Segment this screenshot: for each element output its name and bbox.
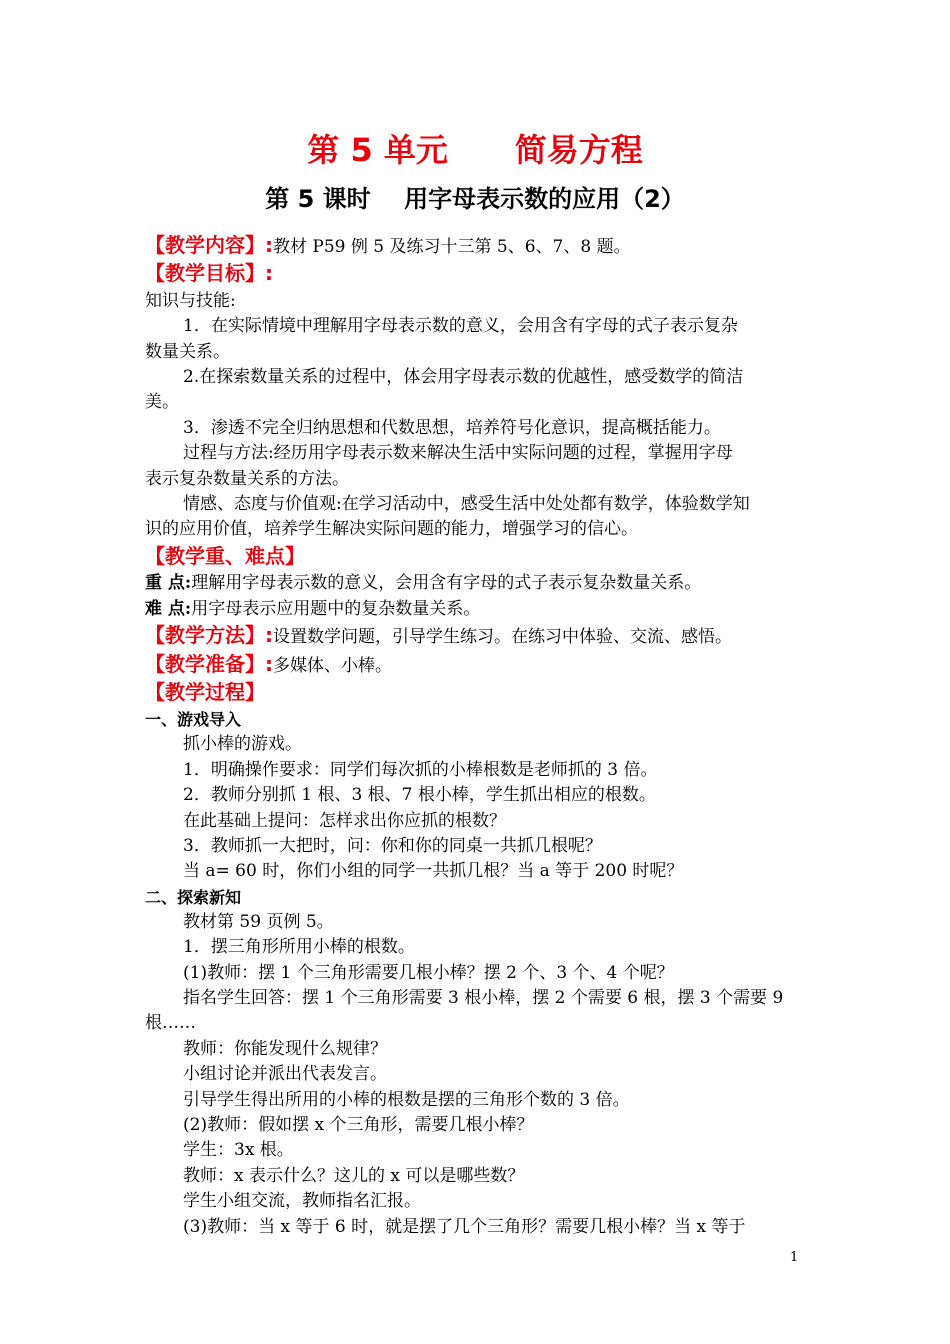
key-points-heading [145,543,813,571]
section-heading: 【教学方法】: [145,623,273,648]
document-body [145,232,813,1240]
paragraph-line: 3．渗透不完全归纳思想和代数思想，培养符号化意识，提高概括能力。 [183,417,721,438]
section-heading: 【教学内容】: [145,233,273,257]
difficult-point: 难 点:用字母表示应用题中的复杂数量关系。 [145,598,481,619]
paragraph-line: (1)教师：摆 1 个三角形需要几根小棒？摆 2 个、3 个、4 个呢？ [183,962,674,983]
section-heading: 【教学准备】: [145,651,273,676]
paragraph-line: 表示复杂数量关系的方法。 [145,468,349,489]
teaching-goals-heading [145,260,813,288]
paragraph-line: 学生：3x 根。 [183,1140,294,1161]
paragraph-line: 教材第 59 页例 5。 [183,911,334,932]
subsection-heading: 二、探索新知 [145,887,242,907]
teaching-method: 【教学方法】:设置数学问题，引导学生练习。在练习中体验、交流、感悟。 [145,623,732,648]
teaching-process-heading [145,679,813,707]
paragraph-line: 教师：x 表示什么？这儿的 x 可以是哪些数？ [183,1165,525,1186]
paragraph-line: 2.在探索数量关系的过程中，体会用字母表示数的优越性，感受数学的简洁 [183,367,744,388]
section-heading: 【教学重、难点】 [145,543,305,568]
paragraph-line: 抓小棒的游戏。 [183,734,302,755]
paragraph-line: 情感、态度与价值观:在学习活动中，感受生活中处处都有数学，体验数学知 [183,494,750,515]
paragraph-line: 3．教师抓一大把时，问：你和你的同桌一共抓几根呢？ [183,835,602,856]
paragraph-line: 知识与技能: [145,290,236,311]
lesson-subtitle: 第 5 课时 用字母表示数的应用（2） [265,185,685,213]
paragraph-line: 在此基础上提问：怎样求出你应抓的根数？ [183,810,506,831]
teaching-preparation: 【教学准备】:多媒体、小棒。 [145,651,392,676]
paragraph-line: 数量关系。 [145,341,230,362]
paragraph-line: 1．在实际情境中理解用字母表示数的意义，会用含有字母的式子表示复杂 [183,316,738,337]
paragraph-line: 2．教师分别抓 1 根、3 根、7 根小棒，学生抓出相应的根数。 [183,785,656,806]
paragraph-line: 1．摆三角形所用小棒的根数。 [183,937,415,958]
paragraph-line: 引导学生得出所用的小棒的根数是摆的三角形个数的 3 倍。 [183,1089,630,1110]
page-number: 1 [790,1250,799,1265]
paragraph-line: 识的应用价值，培养学生解决实际问题的能力，增强学习的信心。 [145,519,638,540]
subsection-heading: 一、游戏导入 [145,710,242,730]
page-title: 第 5 单元 简易方程 [307,131,643,169]
paragraph-line: 指名学生回答：摆 1 个三角形需要 3 根小棒，摆 2 个需要 6 根，摆 3 个需要 9 [183,987,784,1008]
paragraph-line: 教师：你能发现什么规律？ [183,1038,387,1059]
paragraph-line: (3)教师：当 x 等于 6 时，就是摆了几个三角形？需要几根小棒？当 x 等于 [183,1216,746,1237]
teaching-content: 【教学内容】:教材 P59 例 5 及练习十三第 5、6、7、8 题。 [145,233,631,257]
paragraph-line: 美。 [145,392,179,413]
paragraph-line: 学生小组交流，教师指名汇报。 [183,1191,421,1212]
paragraph-line: 当 a= 60 时，你们小组的同学一共抓几根？当 a 等于 200 时呢？ [183,861,684,882]
section-heading: 【教学过程】 [145,679,265,704]
paragraph-line: 1．明确操作要求：同学们每次抓的小棒根数是老师抓的 3 倍。 [183,759,658,780]
key-point: 重 点:理解用字母表示数的意义，会用含有字母的式子表示复杂数量关系。 [145,573,702,594]
paragraph-line: 根…… [145,1013,196,1034]
paragraph-line: (2)教师：假如摆 x 个三角形，需要几根小棒？ [183,1115,534,1135]
section-heading: 【教学目标】: [145,261,273,286]
paragraph-line: 过程与方法:经历用字母表示数来解决生活中实际问题的过程，掌握用字母 [183,443,733,464]
paragraph-line: 小组讨论并派出代表发言。 [183,1064,387,1085]
